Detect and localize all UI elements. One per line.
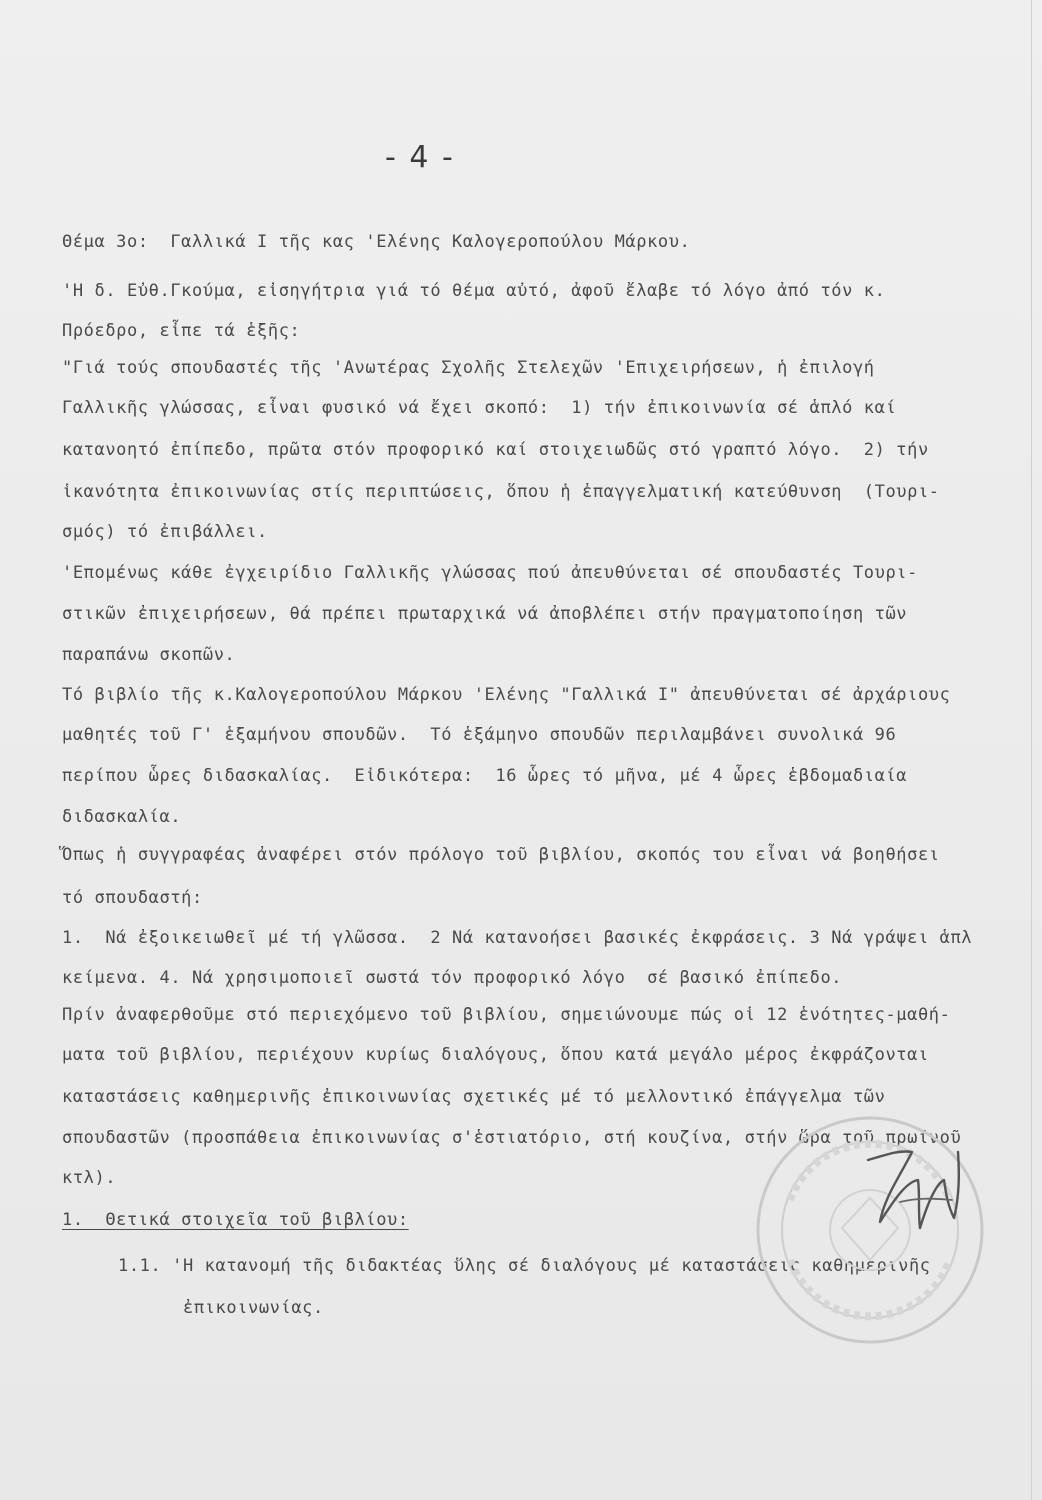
text-line: κτλ). [62,1168,117,1188]
text-line: Πρόεδρο, εἶπε τά ἑξῆς: [62,321,301,341]
text-line: ἱκανότητα ἐπικοινωνίας στίς περιπτώσεις, ὅπου ἡ ἐπαγγελματική κατεύθυνση (Τουρι- [62,482,940,502]
text-line: Πρίν ἀναφερθοῦμε στό περιεχόμενο τοῦ βιβλίου, σημειώνουμε πώς οἱ 12 ἑνότητες-μαθή- [62,1005,951,1025]
text-line: καταστάσεις καθημερινῆς ἐπικοινωνίας σχετικές μέ τό μελλοντικό ἐπάγγελμα τῶν [62,1087,886,1107]
text-line: Θέμα 3ο: Γαλλικά Ι τῆς κας 'Ελένης Καλογεροπούλου Μάρκου. [62,232,691,252]
handwritten-signature-icon [860,1140,970,1240]
text-line: μαθητές τοῦ Γ' ἑξαμήνου σπουδῶν. Τό ἑξάμηνο σπουδῶν περιλαμβάνει συνολικά 96 [62,725,897,745]
text-line: τό σπουδαστή: [62,888,203,908]
page-edge-line [1031,0,1032,1500]
text-line: περίπου ὧρες διδασκαλίας. Εἰδικότερα: 16 ὧρες τό μῆνα, μέ 4 ὧρες ἑβδομαδιαία [62,766,908,786]
text-line: ἐπικοινωνίας. [183,1298,324,1318]
text-line: διδασκαλία. [62,807,182,827]
text-line: σμός) τό ἐπιβάλλει. [62,522,268,542]
section-heading: 1. Θετικά στοιχεῖα τοῦ βιβλίου: [62,1210,409,1230]
text-line: παραπάνω σκοπῶν. [62,645,236,665]
text-line: στικῶν ἐπιχειρήσεων, θά πρέπει πρωταρχικά νά ἀποβλέπει στήν πραγματοποίηση τῶν [62,604,908,624]
text-line: κείμενα. 4. Νά χρησιμοποιεῖ σωστά τόν προφορικό λόγο σέ βασικό ἐπίπεδο. [62,968,843,988]
text-line: Ὅπως ἡ συγγραφέας ἀναφέρει στόν πρόλογο τοῦ βιβλίου, σκοπός του εἶναι νά βοηθήσει [62,845,940,865]
text-line: σπουδαστῶν (προσπάθεια ἐπικοινωνίας σ'ἑστιατόριο, στή κουζίνα, στήν ὥρα τοῦ πρωϊνοῦ [62,1128,962,1148]
text-line: Γαλλικῆς γλώσσας, εἶναι φυσικό νά ἔχει σκοπό: 1) τήν ἐπικοινωνία σέ ἁπλό καί [62,398,897,418]
text-line: Τό βιβλίο τῆς κ.Καλογεροπούλου Μάρκου 'Ελένης "Γαλλικά Ι" ἀπευθύνεται σέ ἀρχάριους [62,685,951,705]
text-line: 1. Νά ἐξοικειωθεῖ μέ τή γλῶσσα. 2 Νά κατανοήσει βασικές ἐκφράσεις. 3 Νά γράψει ἁπλ [62,928,973,948]
text-line: "Γιά τούς σπουδαστές τῆς 'Ανωτέρας Σχολῆς Στελεχῶν 'Επιχειρήσεων, ἡ ἐπιλογή [62,358,875,378]
text-line: ματα τοῦ βιβλίου, περιέχουν κυρίως διαλόγους, ὅπου κατά μεγάλο μέρος ἐκφράζονται [62,1045,929,1065]
text-line: κατανοητό ἐπίπεδο, πρῶτα στόν προφορικό καί στοιχειωδῶς στό γραπτό λόγο. 2) τήν [62,440,929,460]
text-line: 1.1. 'Η κατανομή τῆς διδακτέας ὕλης σέ διαλόγους μέ καταστάσεις καθημερινῆς [118,1256,931,1276]
text-line: 'Επομένως κάθε ἐγχειρίδιο Γαλλικῆς γλώσσας πού ἀπευθύνεται σέ σπουδαστές Τουρι- [62,563,918,583]
text-line: 'Η δ. Εὐθ.Γκούμα, εἰσηγήτρια γιά τό θέμα αὐτό, ἀφοῦ ἔλαβε τό λόγο ἀπό τόν κ. [62,281,886,301]
page-number: - 4 - [385,140,455,175]
